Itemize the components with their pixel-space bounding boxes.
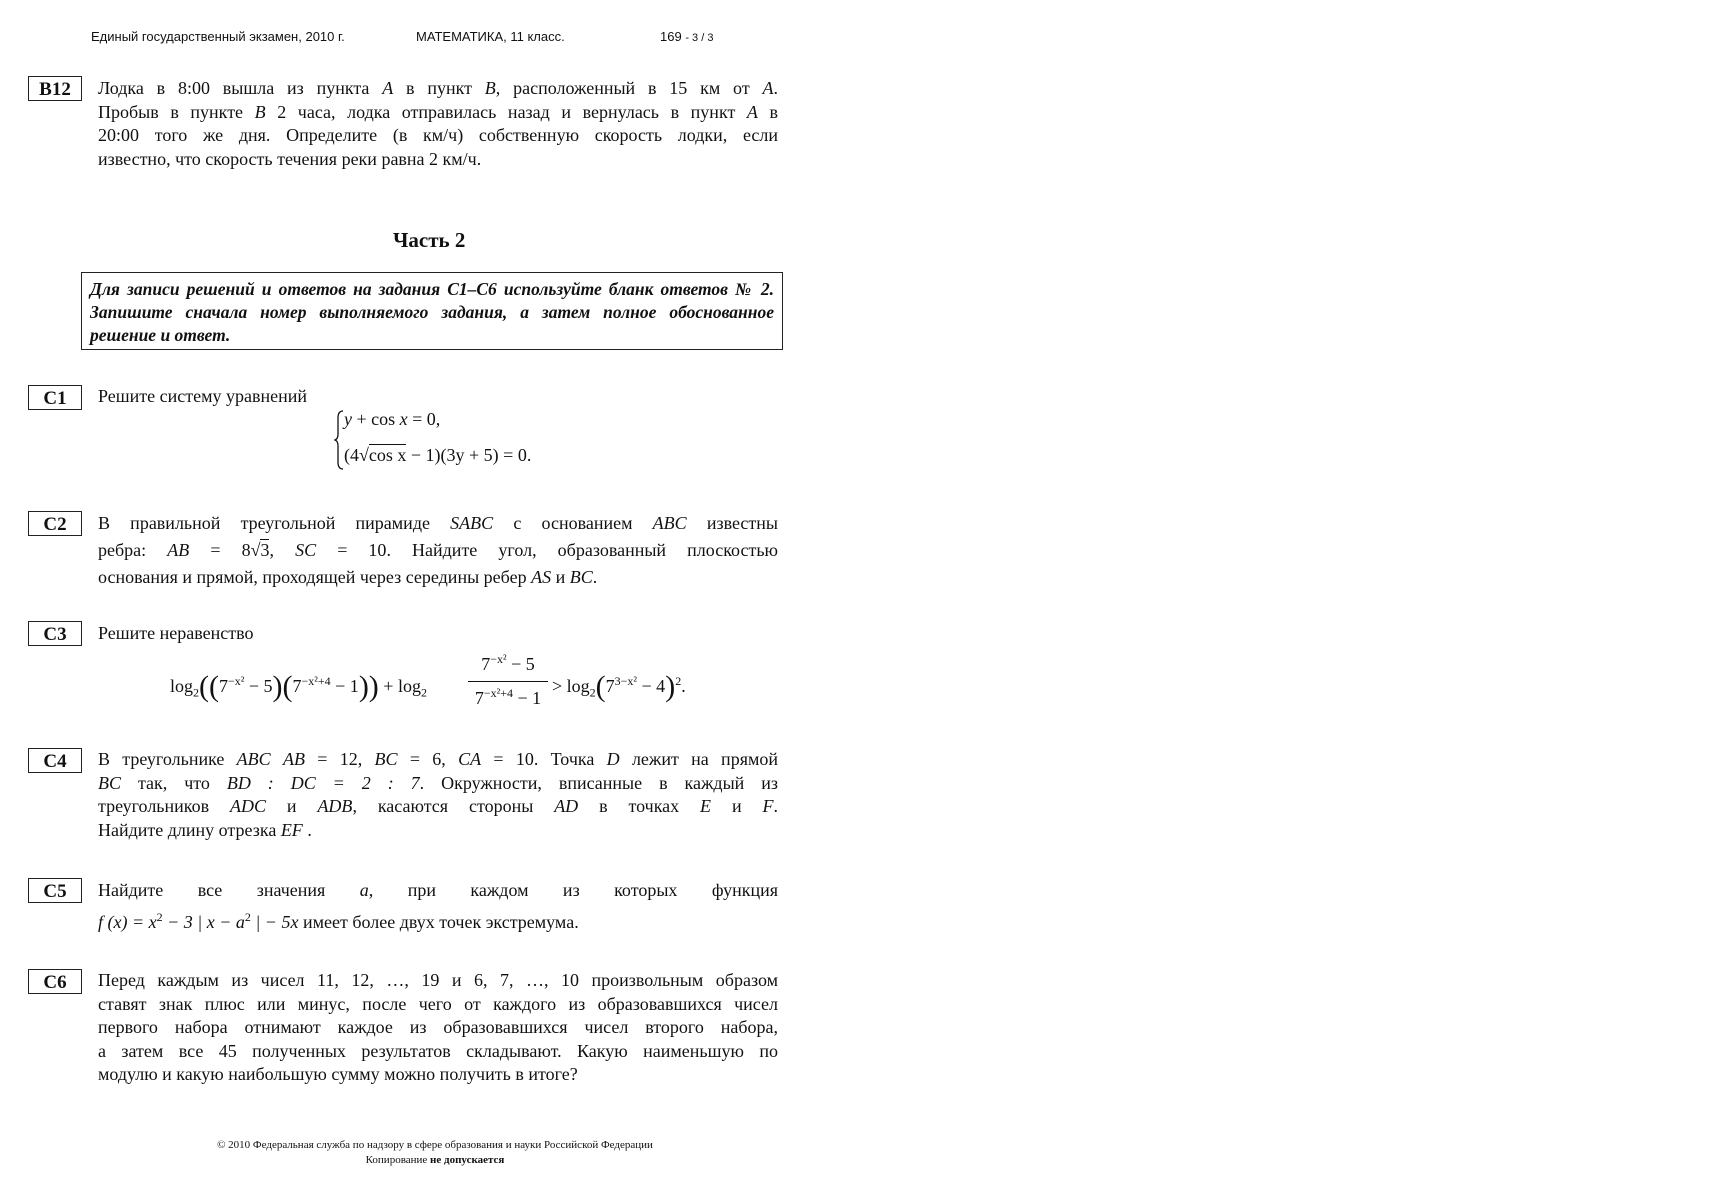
task-label-c1: C1 <box>28 385 82 410</box>
c1-equation-1: y + cos x = 0, <box>344 409 441 429</box>
footer-copyright: © 2010 Федеральная служба по надзору в сфере образования и науки Российской Федерации Копирование не допускается <box>217 1139 653 1166</box>
task-c6-text: Перед каждым из чисел 11, 12, …, 19 и 6, 7, …, 10 произвольным образом ставят знак плюс или минус, после чего от каждого из образовавшихся чисел первого набора отнимают каждое из образовавшихся чисел второго набора, а затем все 45 полученных результатов складывают. Какую наименьшую по модулю и какую наибольшую сумму можно получить в итоге? <box>98 970 778 1084</box>
header-variant: 169 <box>660 29 682 44</box>
task-label-c4: C4 <box>28 748 82 773</box>
task-label-c6: C6 <box>28 969 82 994</box>
task-label-c2: C2 <box>28 511 82 536</box>
instruction-box: Для записи решений и ответов на задания C1–C6 используйте бланк ответов № 2. Запишите сначала номер выполняемого задания, а затем полное обоснованное решение и ответ. <box>81 272 783 350</box>
header-subject: МАТЕМАТИКА, 11 класс. <box>416 29 565 44</box>
sqrt-icon: √ <box>359 445 369 465</box>
task-label-c3: C3 <box>28 621 82 646</box>
system-brace <box>334 410 344 470</box>
task-label-b12: B12 <box>28 76 82 101</box>
header-page: - 3 / 3 <box>685 32 714 44</box>
c1-equation-2: (4√cos x − 1)(3y + 5) = 0. <box>344 445 532 465</box>
task-label-c5: C5 <box>28 878 82 903</box>
part-title: Часть 2 <box>393 228 466 252</box>
task-c3-text: Решите неравенство <box>98 623 254 643</box>
task-c5-text: Найдите все значения a, при каждом из которых функция f $(x) = x^2 - 3$ | $x - a^2$ | − 5x имеет более двух точек экстремума. <box>98 880 778 932</box>
c3-inequality: $\log_2((7^{-x^2} - 5)(7^{-x^2+4} - 1)) + \log_2$ $7^{-x^2} - 5$ $7^{-x^2+4} - 1$ > $\log_2(7^{3-x^2} - 4)^2$. <box>170 652 686 708</box>
task-b12-text: Лодка в 8:00 вышла из пункта A в пункт B, расположенный в 15 км от A. Пробыв в пункте B 2 часа, лодка отправилась назад и вернулась в пункт A в 20:00 того же дня. Определите (в км/ч) собственную скорость лодки, если известно, что скорость течения реки равна 2 км/ч. <box>98 78 778 169</box>
header-page-number <box>660 29 713 44</box>
header-exam-title: Единый государственный экзамен, 2010 г. <box>91 29 345 44</box>
task-c2-text: В правильной треугольной пирамиде SABC с основанием ABC известны ребра: AB = 8√3, SC = 10. Найдите угол, образованный плоскостью основания и прямой, проходящей через середины ребер AS и BC. <box>98 513 779 587</box>
task-c4-text: В треугольнике ABC AB = 12, BC = 6, CA = 10. Точка D лежит на прямой BC так, что BD : DC = 2 : 7. Окружности, вписанные в каждый из треугольников ADC и ADB, касаются стороны AD в точках E и F. Найдите длину отрезка EF . <box>98 749 778 840</box>
task-c1-text: Решите систему уравнений <box>98 386 307 406</box>
